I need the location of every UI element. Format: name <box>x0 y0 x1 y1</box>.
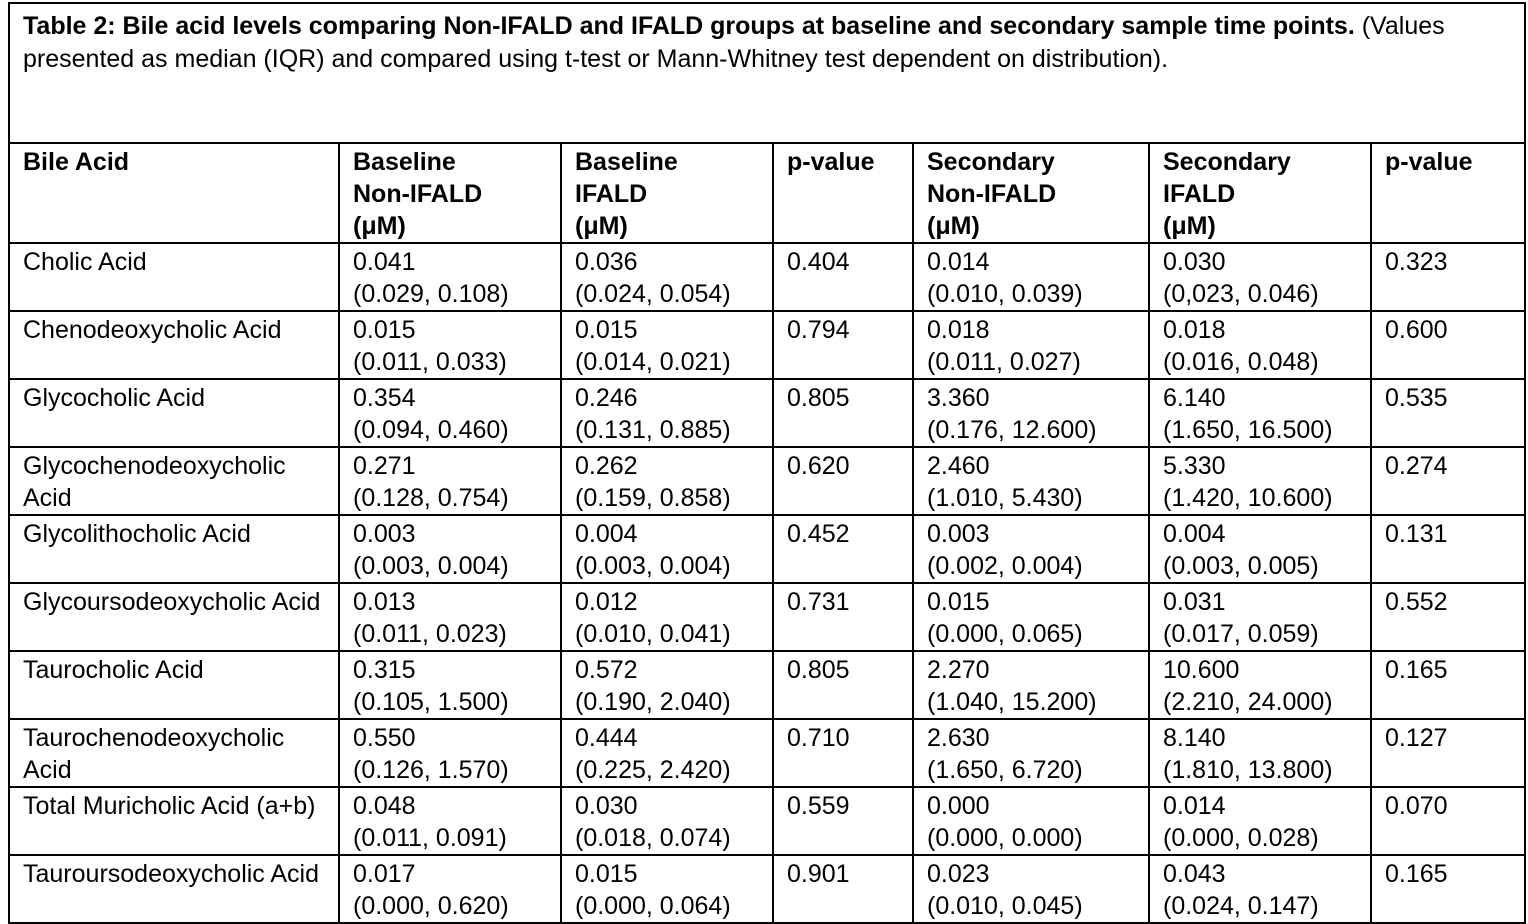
p-value-baseline-cell <box>773 855 913 923</box>
p-value: 0.559 <box>787 792 850 820</box>
header-baseline-non-ifald <box>339 143 561 243</box>
table-row <box>9 583 1525 651</box>
iqr-value: (0.000, 0.000) <box>927 824 1083 852</box>
bile-acid-name-cell <box>9 651 339 719</box>
secondary-ifald-cell <box>1149 379 1371 447</box>
median-value: 8.140 <box>1163 724 1226 752</box>
median-value: 0.015 <box>575 860 638 888</box>
median-value: 0.030 <box>1163 248 1226 276</box>
p-value-secondary-cell <box>1371 311 1525 379</box>
median-value: 0.000 <box>927 792 990 820</box>
iqr-value: (1.420, 10.600) <box>1163 484 1333 512</box>
median-value: 10.600 <box>1163 656 1240 684</box>
iqr-value: (0.225, 2.420) <box>575 756 731 784</box>
secondary-non-ifald-cell <box>913 243 1149 311</box>
p-value: 0.620 <box>787 452 850 480</box>
median-value: 0.012 <box>575 588 638 616</box>
baseline-ifald-cell <box>561 583 773 651</box>
iqr-value: (0.003, 0.005) <box>1163 552 1319 580</box>
bile-acid-name: Chenodeoxycholic Acid <box>23 316 282 344</box>
secondary-ifald-cell <box>1149 515 1371 583</box>
header-line: IFALD <box>575 180 648 208</box>
iqr-value: (0.016, 0.048) <box>1163 348 1319 376</box>
bile-acid-name: Total Muricholic Acid (a+b) <box>23 792 316 820</box>
table-row <box>9 787 1525 855</box>
baseline-ifald-cell <box>561 447 773 515</box>
p-value: 0.127 <box>1385 724 1448 752</box>
header-line: Baseline <box>575 148 678 176</box>
iqr-value: (0.159, 0.858) <box>575 484 731 512</box>
header-line: (μM) <box>353 212 406 240</box>
table-row <box>9 515 1525 583</box>
p-value-baseline-cell <box>773 447 913 515</box>
median-value: 6.140 <box>1163 384 1226 412</box>
baseline-non-ifald-cell <box>339 583 561 651</box>
document <box>8 2 1524 924</box>
iqr-value: (2.210, 24.000) <box>1163 688 1333 716</box>
table-row <box>9 447 1525 515</box>
median-value: 0.271 <box>353 452 416 480</box>
iqr-value: (0.000, 0.064) <box>575 892 731 920</box>
median-value: 0.003 <box>927 520 990 548</box>
median-value: 0.015 <box>927 588 990 616</box>
p-value-secondary-cell <box>1371 447 1525 515</box>
iqr-value: (0.105, 1.500) <box>353 688 509 716</box>
secondary-ifald-cell <box>1149 243 1371 311</box>
header-secondary-non-ifald <box>913 143 1149 243</box>
baseline-non-ifald-cell <box>339 855 561 923</box>
secondary-non-ifald-cell <box>913 447 1149 515</box>
header-line: Bile Acid <box>23 148 130 176</box>
secondary-non-ifald-cell <box>913 311 1149 379</box>
p-value: 0.535 <box>1385 384 1448 412</box>
header-line: Secondary <box>927 148 1055 176</box>
header-line: p-value <box>787 148 875 176</box>
table-row <box>9 719 1525 787</box>
header-line: (μM) <box>927 212 980 240</box>
secondary-ifald-cell <box>1149 787 1371 855</box>
secondary-non-ifald-cell <box>913 787 1149 855</box>
median-value: 0.004 <box>575 520 638 548</box>
iqr-value: (0.094, 0.460) <box>353 416 509 444</box>
p-value: 0.805 <box>787 384 850 412</box>
p-value-secondary-cell <box>1371 583 1525 651</box>
median-value: 0.014 <box>1163 792 1226 820</box>
p-value: 0.552 <box>1385 588 1448 616</box>
iqr-value: (1.650, 16.500) <box>1163 416 1333 444</box>
bile-acid-name-cell <box>9 311 339 379</box>
baseline-non-ifald-cell <box>339 243 561 311</box>
p-value-secondary-cell <box>1371 719 1525 787</box>
iqr-value: (1.040, 15.200) <box>927 688 1097 716</box>
iqr-value: (0.010, 0.041) <box>575 620 731 648</box>
median-value: 0.018 <box>1163 316 1226 344</box>
iqr-value: (0.176, 12.600) <box>927 416 1097 444</box>
iqr-value: (0.128, 0.754) <box>353 484 509 512</box>
median-value: 0.014 <box>927 248 990 276</box>
iqr-value: (0.003, 0.004) <box>353 552 509 580</box>
table-row <box>9 311 1525 379</box>
p-value-baseline-cell <box>773 719 913 787</box>
median-value: 0.048 <box>353 792 416 820</box>
p-value-baseline-cell <box>773 311 913 379</box>
median-value: 0.015 <box>353 316 416 344</box>
bile-acid-name: Glycocholic Acid <box>23 384 206 412</box>
iqr-value: (0.029, 0.108) <box>353 280 509 308</box>
bile-acid-name: Cholic Acid <box>23 248 147 276</box>
baseline-non-ifald-cell <box>339 515 561 583</box>
table-row <box>9 855 1525 923</box>
median-value: 0.030 <box>575 792 638 820</box>
p-value-secondary-cell <box>1371 379 1525 447</box>
baseline-ifald-cell <box>561 243 773 311</box>
p-value: 0.901 <box>787 860 850 888</box>
median-value: 2.460 <box>927 452 990 480</box>
p-value: 0.274 <box>1385 452 1448 480</box>
baseline-ifald-cell <box>561 719 773 787</box>
p-value-baseline-cell <box>773 379 913 447</box>
p-value: 0.323 <box>1385 248 1448 276</box>
median-value: 3.360 <box>927 384 990 412</box>
p-value: 0.131 <box>1385 520 1448 548</box>
p-value: 0.070 <box>1385 792 1448 820</box>
median-value: 0.036 <box>575 248 638 276</box>
header-line: (μM) <box>575 212 628 240</box>
iqr-value: (0.011, 0.033) <box>353 348 507 376</box>
median-value: 0.572 <box>575 656 638 684</box>
iqr-value: (0.024, 0.054) <box>575 280 731 308</box>
iqr-value: (0.126, 1.570) <box>353 756 509 784</box>
table-row <box>9 243 1525 311</box>
p-value-baseline-cell <box>773 515 913 583</box>
header-line: Baseline <box>353 148 456 176</box>
median-value: 2.270 <box>927 656 990 684</box>
median-value: 0.017 <box>353 860 416 888</box>
median-value: 0.041 <box>353 248 416 276</box>
median-value: 0.262 <box>575 452 638 480</box>
p-value-baseline-cell <box>773 787 913 855</box>
table-row <box>9 379 1525 447</box>
secondary-ifald-cell <box>1149 583 1371 651</box>
secondary-non-ifald-cell <box>913 719 1149 787</box>
secondary-non-ifald-cell <box>913 651 1149 719</box>
p-value-secondary-cell <box>1371 855 1525 923</box>
secondary-ifald-cell <box>1149 651 1371 719</box>
baseline-non-ifald-cell <box>339 719 561 787</box>
iqr-value: (0.018, 0.074) <box>575 824 731 852</box>
bile-acid-name: Glycoursodeoxycholic Acid <box>23 588 321 616</box>
header-baseline-ifald <box>561 143 773 243</box>
table-row <box>9 651 1525 719</box>
iqr-value: (0.024, 0.147) <box>1163 892 1319 920</box>
bile-acid-name: Glycochenodeoxycholic Acid <box>23 452 286 512</box>
median-value: 0.004 <box>1163 520 1226 548</box>
baseline-ifald-cell <box>561 311 773 379</box>
iqr-value: (1.810, 13.800) <box>1163 756 1333 784</box>
iqr-value: (0.000, 0.065) <box>927 620 1083 648</box>
median-value: 0.013 <box>353 588 416 616</box>
iqr-value: (0.011, 0.091) <box>353 824 507 852</box>
secondary-ifald-cell <box>1149 719 1371 787</box>
bile-acid-name-cell <box>9 515 339 583</box>
header-secondary-ifald <box>1149 143 1371 243</box>
bile-acid-name: Taurocholic Acid <box>23 656 204 684</box>
p-value-baseline-cell <box>773 243 913 311</box>
bile-acid-name: Taurochenodeoxycholic Acid <box>23 724 285 784</box>
p-value-secondary-cell <box>1371 243 1525 311</box>
iqr-value: (0.131, 0.885) <box>575 416 731 444</box>
bile-acid-name-cell <box>9 855 339 923</box>
bile-acid-name-cell <box>9 243 339 311</box>
p-value: 0.165 <box>1385 656 1448 684</box>
secondary-non-ifald-cell <box>913 379 1149 447</box>
baseline-non-ifald-cell <box>339 379 561 447</box>
bile-acid-name-cell <box>9 787 339 855</box>
p-value: 0.805 <box>787 656 850 684</box>
median-value: 0.015 <box>575 316 638 344</box>
p-value: 0.794 <box>787 316 850 344</box>
bile-acid-name-cell <box>9 447 339 515</box>
iqr-value: (0.010, 0.045) <box>927 892 1083 920</box>
bile-acid-table <box>8 2 1526 924</box>
bile-acid-name: Glycolithocholic Acid <box>23 520 251 548</box>
median-value: 0.550 <box>353 724 416 752</box>
p-value: 0.404 <box>787 248 850 276</box>
baseline-ifald-cell <box>561 651 773 719</box>
baseline-ifald-cell <box>561 379 773 447</box>
median-value: 0.043 <box>1163 860 1226 888</box>
baseline-ifald-cell <box>561 515 773 583</box>
median-value: 0.003 <box>353 520 416 548</box>
p-value-secondary-cell <box>1371 515 1525 583</box>
p-value-baseline-cell <box>773 651 913 719</box>
p-value-baseline-cell <box>773 583 913 651</box>
iqr-value: (1.650, 6.720) <box>927 756 1083 784</box>
median-value: 5.330 <box>1163 452 1226 480</box>
iqr-value: (0.011, 0.023) <box>353 620 507 648</box>
header-line: Non-IFALD <box>927 180 1057 208</box>
header-line: Non-IFALD <box>353 180 483 208</box>
iqr-value: (0.010, 0.039) <box>927 280 1083 308</box>
table-body <box>9 243 1525 923</box>
p-value: 0.452 <box>787 520 850 548</box>
header-line: (μM) <box>1163 212 1216 240</box>
caption-title: Table 2: Bile acid levels comparing Non-IFALD and IFALD groups at baseline and secondary sample time points. <box>23 12 1355 40</box>
baseline-non-ifald-cell <box>339 447 561 515</box>
baseline-non-ifald-cell <box>339 311 561 379</box>
header-line: IFALD <box>1163 180 1236 208</box>
header-bile-acid <box>9 143 339 243</box>
iqr-value: (0.014, 0.021) <box>575 348 731 376</box>
baseline-ifald-cell <box>561 855 773 923</box>
p-value-secondary-cell <box>1371 787 1525 855</box>
secondary-non-ifald-cell <box>913 855 1149 923</box>
p-value: 0.710 <box>787 724 850 752</box>
median-value: 0.444 <box>575 724 638 752</box>
baseline-ifald-cell <box>561 787 773 855</box>
iqr-value: (0.017, 0.059) <box>1163 620 1319 648</box>
median-value: 0.031 <box>1163 588 1226 616</box>
bile-acid-name-cell <box>9 583 339 651</box>
table-caption <box>9 3 1525 143</box>
header-line: Secondary <box>1163 148 1291 176</box>
iqr-value: (0.000, 0.028) <box>1163 824 1319 852</box>
iqr-value: (0.000, 0.620) <box>353 892 509 920</box>
caption-note: (Values presented as median (IQR) and compared using t-test or Mann-Whitney test dependent on distribution). <box>23 12 1445 73</box>
header-p-value-baseline <box>773 143 913 243</box>
p-value: 0.165 <box>1385 860 1448 888</box>
baseline-non-ifald-cell <box>339 787 561 855</box>
median-value: 0.246 <box>575 384 638 412</box>
p-value-secondary-cell <box>1371 651 1525 719</box>
iqr-value: (0.002, 0.004) <box>927 552 1083 580</box>
iqr-value: (0.190, 2.040) <box>575 688 731 716</box>
iqr-value: (0,023, 0.046) <box>1163 280 1319 308</box>
secondary-non-ifald-cell <box>913 583 1149 651</box>
p-value: 0.600 <box>1385 316 1448 344</box>
median-value: 2.630 <box>927 724 990 752</box>
median-value: 0.354 <box>353 384 416 412</box>
header-p-value-secondary <box>1371 143 1525 243</box>
secondary-ifald-cell <box>1149 447 1371 515</box>
median-value: 0.315 <box>353 656 416 684</box>
p-value: 0.731 <box>787 588 850 616</box>
iqr-value: (1.010, 5.430) <box>927 484 1083 512</box>
bile-acid-name-cell <box>9 719 339 787</box>
median-value: 0.023 <box>927 860 990 888</box>
header-line: p-value <box>1385 148 1473 176</box>
secondary-ifald-cell <box>1149 855 1371 923</box>
baseline-non-ifald-cell <box>339 651 561 719</box>
secondary-ifald-cell <box>1149 311 1371 379</box>
iqr-value: (0.011, 0.027) <box>927 348 1081 376</box>
bile-acid-name-cell <box>9 379 339 447</box>
header-row <box>9 143 1525 243</box>
secondary-non-ifald-cell <box>913 515 1149 583</box>
iqr-value: (0.003, 0.004) <box>575 552 731 580</box>
bile-acid-name: Tauroursodeoxycholic Acid <box>23 860 319 888</box>
median-value: 0.018 <box>927 316 990 344</box>
